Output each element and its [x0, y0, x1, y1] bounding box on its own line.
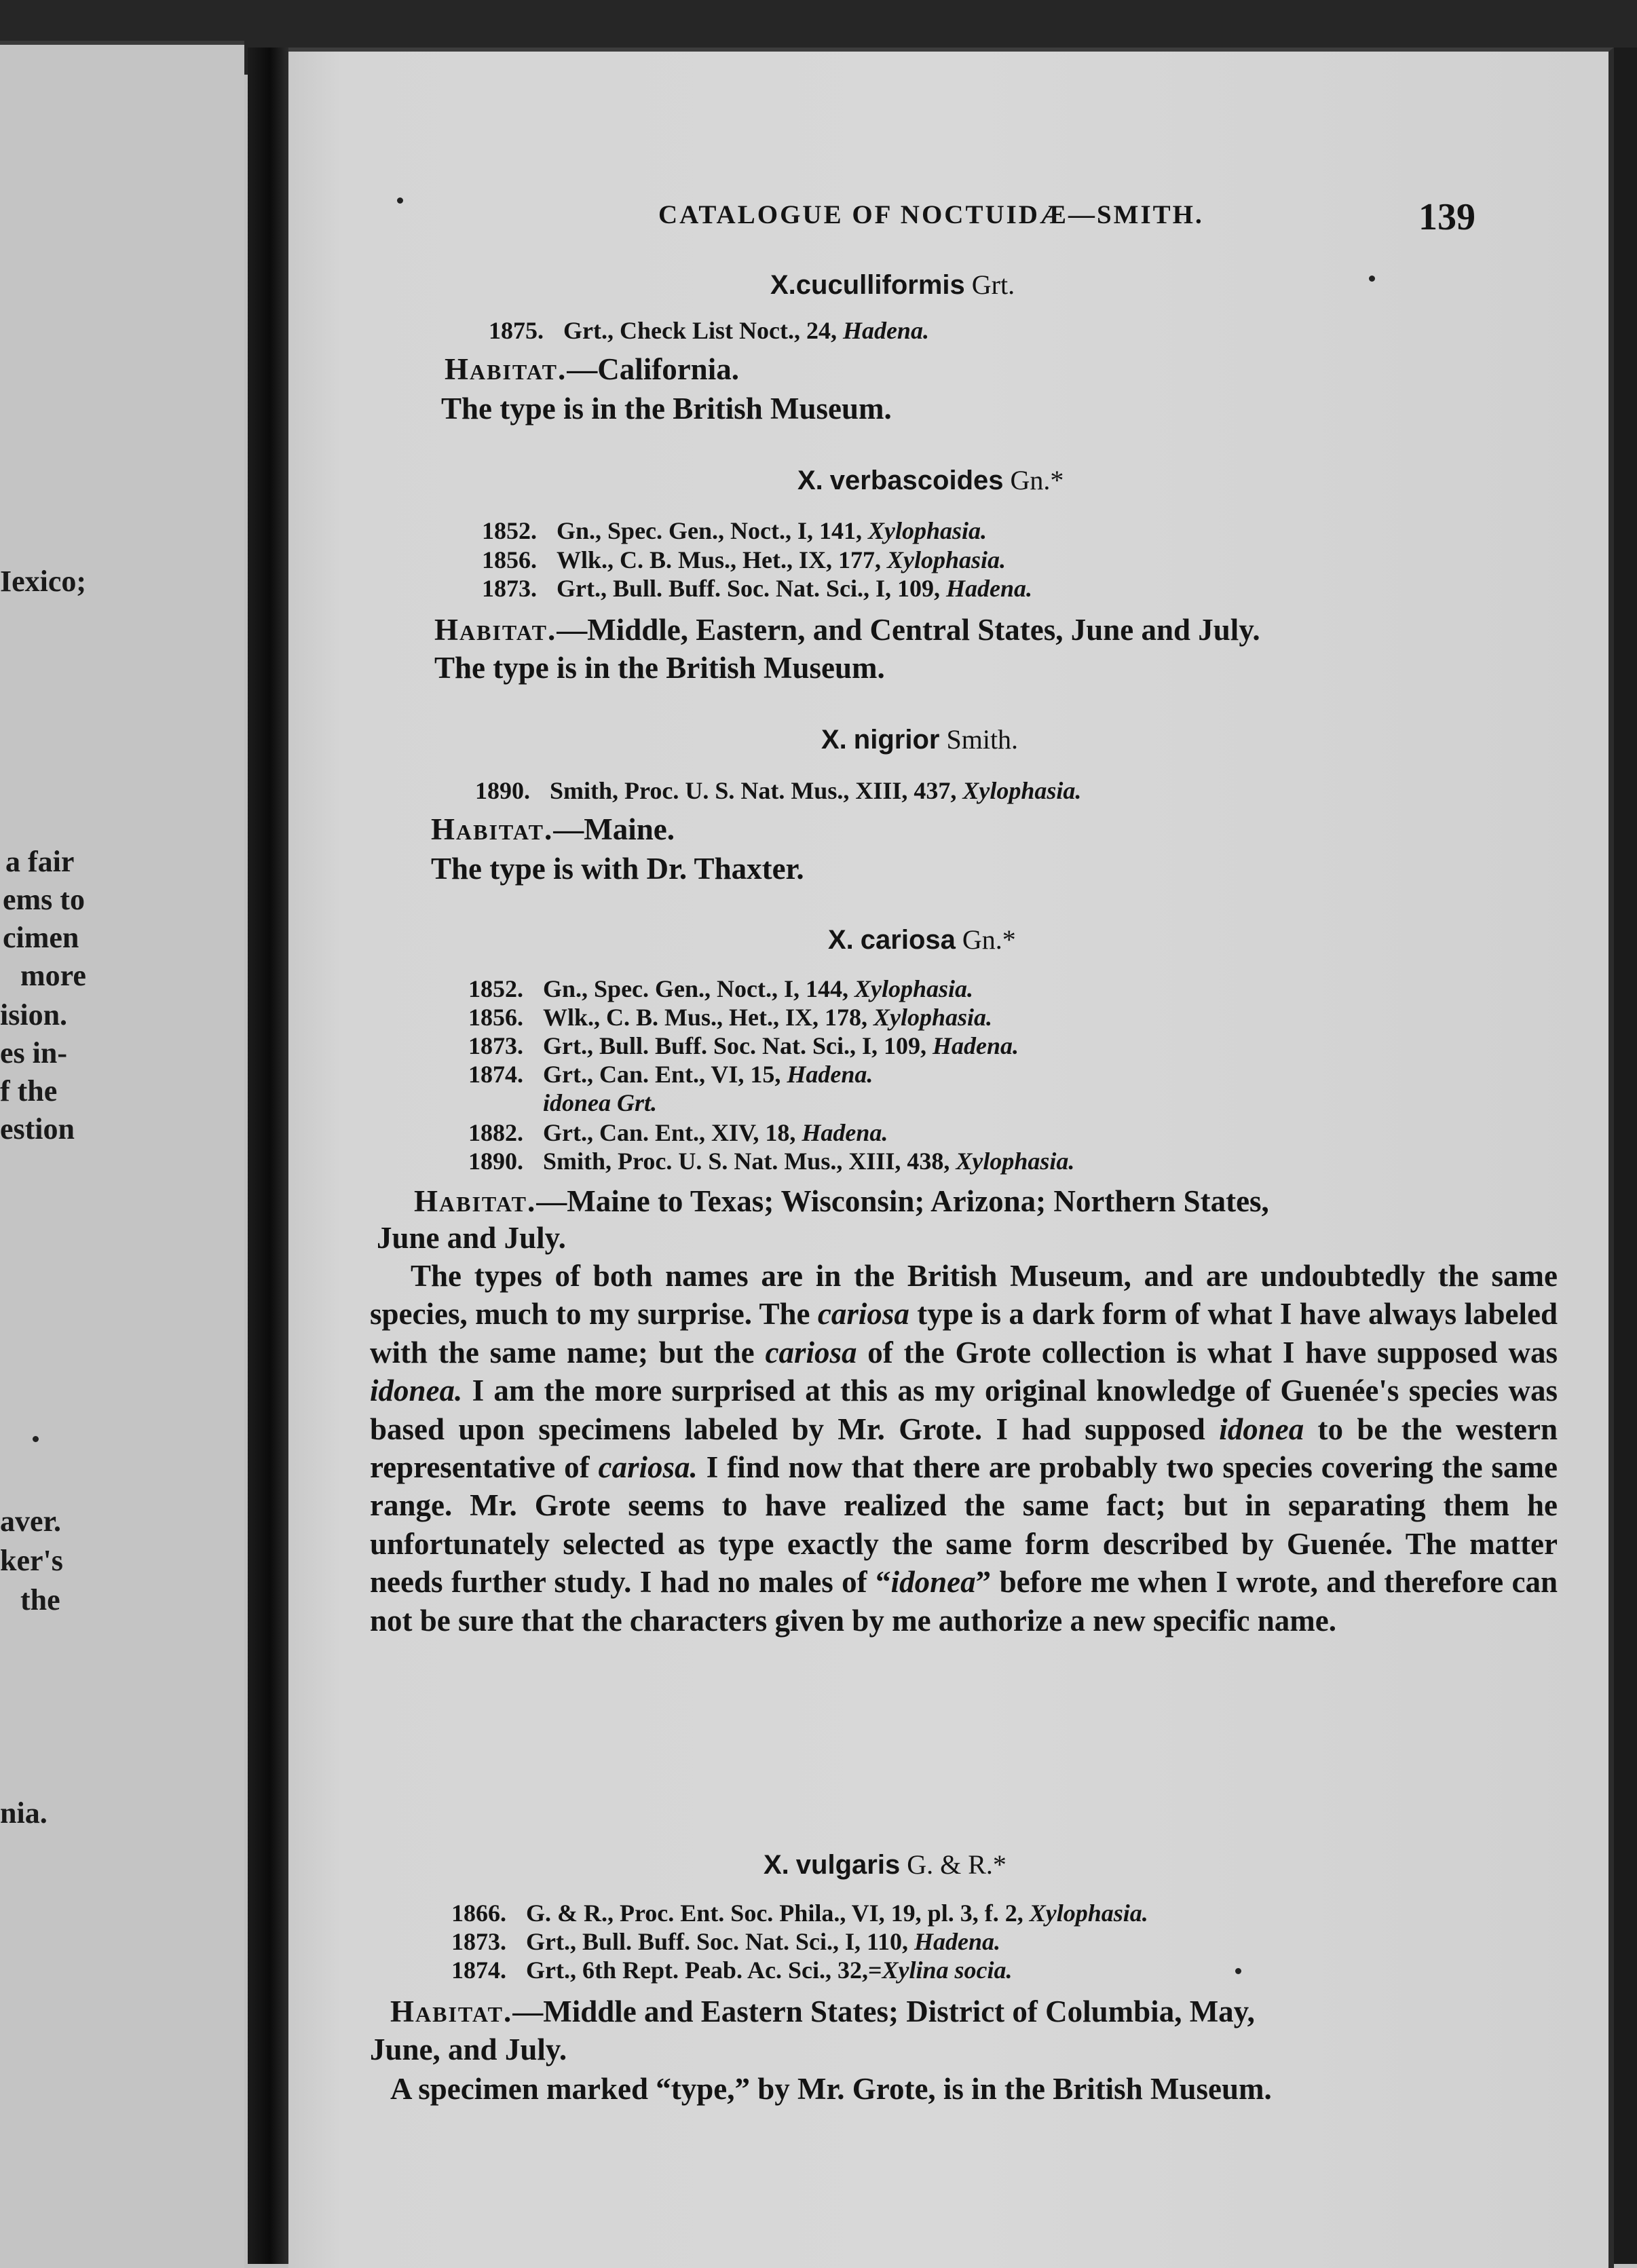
- habitat-label: Habitat.: [445, 352, 567, 386]
- habitat-line-continued: June and July.: [377, 1221, 566, 1255]
- paragraph-italic: cariosa: [817, 1297, 909, 1331]
- citation-genus: Hadena.: [802, 1119, 888, 1146]
- citation-line: [468, 1003, 992, 1032]
- facing-page-fragment: nia.: [0, 1796, 48, 1830]
- citation-line: [482, 574, 1032, 603]
- discussion-paragraph: [370, 1257, 1558, 1640]
- citation-line: [468, 1118, 888, 1147]
- citation-genus: Xylophasia.: [962, 777, 1082, 804]
- genus-abbrev: X.: [797, 466, 823, 495]
- book-spine-gutter: [248, 48, 288, 2264]
- type-note: The type is with Dr. Thaxter.: [431, 852, 804, 886]
- citation-text: Grt., 6th Rept. Peab. Ac. Sci., 32,=: [526, 1957, 882, 1984]
- habitat-text: —California.: [567, 352, 739, 386]
- species-author: Smith.: [946, 724, 1019, 755]
- genus-abbrev: X.: [764, 1850, 789, 1880]
- species-epithet: cuculliformis: [795, 270, 965, 300]
- citation-genus: Hadena.: [946, 575, 1033, 602]
- habitat-line: [434, 612, 1260, 647]
- citation-genus: Hadena.: [787, 1061, 873, 1088]
- ink-speck: [397, 197, 403, 204]
- citation-text: Grt., Can. Ent., XIV, 18,: [543, 1119, 802, 1146]
- species-epithet: nigrior: [853, 725, 940, 755]
- citation-text: Wlk., C. B. Mus., Het., IX, 177,: [557, 546, 888, 573]
- species-author: Gn.*: [1010, 465, 1064, 495]
- citation-year: 1882.: [468, 1119, 523, 1146]
- citation-genus: Xylophasia.: [1029, 1900, 1148, 1927]
- citation-genus: Hadena.: [933, 1032, 1019, 1059]
- citation-line: [451, 1927, 1000, 1956]
- species-heading: [828, 924, 1016, 956]
- citation-year: 1875.: [489, 317, 544, 344]
- paragraph-text: type is a dark form of what I have always labeled with the same name; but the: [370, 1297, 1558, 1369]
- species-epithet: cariosa: [860, 925, 956, 955]
- citation-line: [451, 1899, 1148, 1927]
- page-number: 139: [1418, 196, 1475, 238]
- ink-speck: [33, 1436, 39, 1442]
- running-head: CATALOGUE OF NOCTUIDÆ—SMITH.: [658, 200, 1204, 229]
- citation-year: 1873.: [468, 1032, 523, 1059]
- facing-page-fragment: es in-: [0, 1036, 67, 1070]
- habitat-label: Habitat.: [390, 1995, 513, 2028]
- citation-year: 1890.: [468, 1148, 523, 1175]
- genus-abbrev: X.: [821, 725, 847, 755]
- species-author: Gn.*: [962, 924, 1016, 955]
- facing-page-fragment: estion: [0, 1112, 75, 1146]
- facing-page-fragment: aver.: [0, 1505, 62, 1538]
- citation-text: Smith, Proc. U. S. Nat. Mus., XIII, 438,: [543, 1148, 956, 1175]
- citation-line: [468, 1147, 1074, 1175]
- paragraph-text: of the Grote collection is what I have supposed was: [857, 1335, 1558, 1369]
- species-heading: [797, 464, 1064, 496]
- habitat-text: —Maine to Texas; Wisconsin; Arizona; Northern States,: [536, 1184, 1269, 1218]
- citation-year: 1873.: [482, 575, 537, 602]
- habitat-label: Habitat.: [414, 1184, 537, 1218]
- type-note: The type is in the British Museum.: [434, 651, 885, 685]
- citation-year: 1873.: [451, 1928, 506, 1955]
- citation-year: 1856.: [482, 546, 537, 573]
- habitat-text: —Middle and Eastern States; District of Columbia, May,: [512, 1995, 1255, 2028]
- citation-year: 1856.: [468, 1004, 523, 1031]
- paragraph-text: ” before me when I wrote, and therefore can not be sure that the characters given by me authorize a new specific name.: [370, 1565, 1558, 1638]
- citation-year: 1866.: [451, 1900, 506, 1927]
- paragraph-italic: cariosa: [765, 1335, 857, 1369]
- habitat-line: [390, 1994, 1255, 2029]
- paragraph-text: I find now that there are probably two species covering the same range. Mr. Grote seems to have realized the same fact; but in separating them he unfortunately selected as type exactly the same form described by Guenée. The matter needs further study. I had no males of “: [370, 1450, 1558, 1600]
- paragraph-italic: cariosa.: [598, 1450, 698, 1485]
- scan-right-border: [1614, 48, 1637, 2264]
- paragraph-text: to be the western representative of: [370, 1412, 1558, 1485]
- facing-page-fragment: the: [20, 1583, 60, 1617]
- citation-genus: Xylophasia.: [868, 517, 987, 544]
- ink-speck: [1235, 1968, 1241, 1974]
- species-author: Grt.: [971, 269, 1015, 300]
- citation-text: Grt., Bull. Buff. Soc. Nat. Sci., I, 110,: [526, 1928, 915, 1955]
- catalogue-page: [288, 48, 1614, 2268]
- species-epithet: verbascoides: [829, 466, 1004, 495]
- citation-genus: Xylina socia.: [882, 1957, 1013, 1984]
- synonym-line: idonea Grt.: [543, 1089, 658, 1116]
- citation-text: Wlk., C. B. Mus., Het., IX, 178,: [543, 1004, 874, 1031]
- citation-year: 1874.: [468, 1061, 523, 1088]
- citation-line: [468, 1032, 1019, 1060]
- genus-abbrev: X.: [770, 270, 796, 300]
- citation-genus: Xylophasia.: [956, 1148, 1075, 1175]
- facing-page-edge: [0, 41, 244, 2268]
- paragraph-italic: idonea: [1219, 1412, 1304, 1446]
- habitat-text: —Maine.: [553, 812, 675, 846]
- habitat-label: Habitat.: [431, 812, 554, 846]
- citation-line: [468, 1060, 873, 1089]
- species-author: G. & R.*: [907, 1849, 1006, 1880]
- citation-year: 1890.: [475, 777, 530, 804]
- genus-abbrev: X.: [828, 925, 854, 955]
- citation-genus: Xylophasia.: [887, 546, 1006, 573]
- species-heading: [764, 1849, 1006, 1880]
- citation-line: [482, 516, 987, 545]
- facing-page-fragment: a fair: [5, 845, 75, 878]
- species-epithet: vulgaris: [795, 1850, 901, 1880]
- citation-line: [475, 776, 1081, 805]
- facing-page-fragment: f the: [0, 1074, 58, 1108]
- citation-line: [489, 316, 929, 345]
- citation-text: Gn., Spec. Gen., Noct., I, 144,: [543, 975, 854, 1002]
- paragraph-italic: idonea: [890, 1565, 976, 1600]
- citation-genus: Hadena.: [914, 1928, 1001, 1955]
- paragraph-text: The types of both names are in the British Museum, and are undoubtedly the same species, much to my surprise. The: [370, 1259, 1558, 1331]
- citation-text: Gn., Spec. Gen., Noct., I, 141,: [557, 517, 868, 544]
- citation-line: [468, 975, 973, 1003]
- paragraph-text: I am the more surprised at this as my original knowledge of Guenée's species was based upon specimens labeled by Mr. Grote. I had supposed: [370, 1374, 1558, 1446]
- citation-line: [482, 546, 1006, 574]
- citation-year: 1852.: [482, 517, 537, 544]
- facing-page-fragment: ker's: [0, 1544, 63, 1577]
- citation-year: 1852.: [468, 975, 523, 1002]
- species-heading: [770, 269, 1015, 301]
- facing-page-fragment: more: [20, 959, 86, 992]
- citation-genus: Hadena.: [842, 317, 929, 344]
- facing-page-fragment: ems to: [3, 883, 85, 916]
- citation-genus: Xylophasia.: [854, 975, 974, 1002]
- type-note: A specimen marked “type,” by Mr. Grote, is in the British Museum.: [390, 2072, 1272, 2106]
- habitat-line: [431, 812, 675, 847]
- type-note: The type is in the British Museum.: [441, 392, 892, 426]
- habitat-line: [445, 352, 739, 387]
- habitat-line-continued: June, and July.: [370, 2033, 567, 2066]
- facing-page-fragment: cimen: [3, 921, 79, 954]
- citation-text: G. & R., Proc. Ent. Soc. Phila., VI, 19, pl. 3, f. 2,: [526, 1900, 1030, 1927]
- citation-genus: Xylophasia.: [873, 1004, 993, 1031]
- ink-speck: [1369, 276, 1375, 282]
- paragraph-italic: idonea.: [370, 1374, 463, 1408]
- species-heading: [821, 723, 1018, 755]
- habitat-label: Habitat.: [434, 613, 557, 647]
- habitat-line: [414, 1184, 1269, 1219]
- citation-text: Smith, Proc. U. S. Nat. Mus., XIII, 437,: [550, 777, 963, 804]
- habitat-text: —Middle, Eastern, and Central States, June and July.: [557, 613, 1260, 647]
- citation-text: Grt., Check List Noct., 24,: [563, 317, 843, 344]
- facing-page-fragment: ision.: [0, 998, 68, 1032]
- citation-text: Grt., Bull. Buff. Soc. Nat. Sci., I, 109,: [557, 575, 947, 602]
- citation-text: Grt., Can. Ent., VI, 15,: [543, 1061, 787, 1088]
- facing-page-fragment: Iexico;: [0, 565, 87, 598]
- citation-year: 1874.: [451, 1957, 506, 1984]
- citation-text: Grt., Bull. Buff. Soc. Nat. Sci., I, 109,: [543, 1032, 933, 1059]
- citation-line: [451, 1956, 1012, 1984]
